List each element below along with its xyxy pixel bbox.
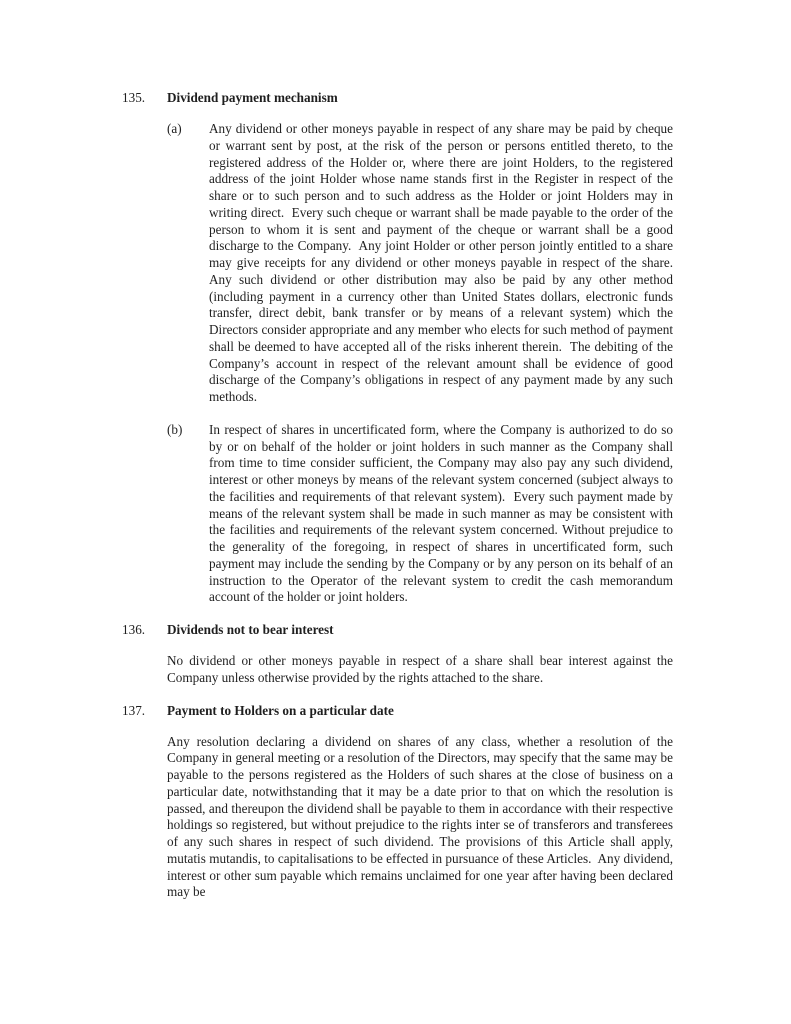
- clause-text: Any dividend or other moneys payable in respect of any share may be paid by cheque or warrant sent by post, at the risk of the person or persons entitled thereto, to the registered address of the Holder or, where there are joint Holders, to the registered address of the joint Holder whose name stands first in the Register in respect of the share or to such person and to such address as the Holder or joint Holders may in writing direct. Every such cheque or warrant shall be made payable to the order of the person to whom it is sent and payment of the cheque or warrant shall be a good discharge to the Company. Any joint Holder or other person jointly entitled to a share may give receipts for any dividend or other moneys payable in respect of the share. Any such dividend or other distribution may also be paid by any other method (including payment in a currency other than United States dollars, electronic funds transfer, direct debit, bank transfer or by means of a relevant system) which the Directors consider appropriate and any member who elects for such method of payment shall be deemed to have accepted all of the risks inherent therein. The debiting of the Company’s account in respect of the relevant amount shall be evidence of good discharge of the Company’s obligations in respect of any payment made by any such methods.: [209, 121, 680, 404]
- gutter: [122, 121, 167, 406]
- article-heading-row: [122, 703, 673, 719]
- article-section-137: [122, 702, 677, 902]
- gutter: [122, 422, 167, 606]
- article-paragraph-row: [122, 653, 677, 687]
- article-paragraph-row: [122, 733, 677, 902]
- article-paragraph: No dividend or other moneys payable in respect of a share shall bear interest against the Company unless otherwise provided by the rights attached to the share.: [167, 653, 677, 685]
- clause-a: [122, 121, 680, 406]
- gutter: [122, 734, 167, 902]
- article-heading: Dividends not to bear interest: [167, 622, 334, 637]
- clause-text: In respect of shares in uncertificated form, where the Company is authorized to do so by or on behalf of the holder or joint holders in such manner as the Company shall from time to time consider sufficient, the Company may also pay any such dividend, interest or other moneys by means of the relevant system concerned (subject always to the facilities and requirements of that relevant system). Every such payment made by means of the relevant system shall be made in such manner as may be consistent with the facilities and requirements of the relevant system concerned. Without prejudice to the generality of the foregoing, in respect of shares in uncertificated form, such payment may include the sending by the Company or by any person on its behalf of an instruction to the Operator of the relevant system to credit the cash memorandum account of the holder or joint holders.: [209, 421, 677, 605]
- clause-body: [167, 421, 677, 606]
- clause-label: (b): [167, 421, 183, 437]
- article-section-136: [122, 622, 677, 687]
- article-heading-row: [122, 90, 673, 106]
- article-section-135: [122, 90, 680, 606]
- article-heading-row: [122, 622, 673, 638]
- article-heading: Dividend payment mechanism: [167, 90, 338, 105]
- clause-label: (a): [167, 121, 182, 136]
- gutter: [122, 653, 167, 687]
- article-heading: Payment to Holders on a particular date: [167, 702, 394, 718]
- clause-body: [167, 121, 680, 406]
- article-number: 136.: [122, 622, 146, 637]
- article-paragraph: Any resolution declaring a dividend on shares of any class, whether a resolution of the Company in general meeting or a resolution of the Directors, may specify that the same may be payable to the persons registered as the Holders of such shares at the close of business on a particular date, notwithstanding that it may be a date prior to that on which the resolution is passed, and thereupon the dividend shall be payable to them in accordance with their respective holdings so registered, but without prejudice to the rights inter se of transferors and transferees of any such shares in respect of such dividend. The provisions of this Article shall apply, mutatis mutandis, to capitalisations to be effected in pursuance of these Articles. Any dividend, interest or other sum payable which remains unclaimed for one year after having been declared may be: [167, 733, 677, 900]
- clause-b: [122, 421, 677, 606]
- article-number: 137.: [122, 702, 146, 718]
- article-number: 135.: [122, 90, 146, 105]
